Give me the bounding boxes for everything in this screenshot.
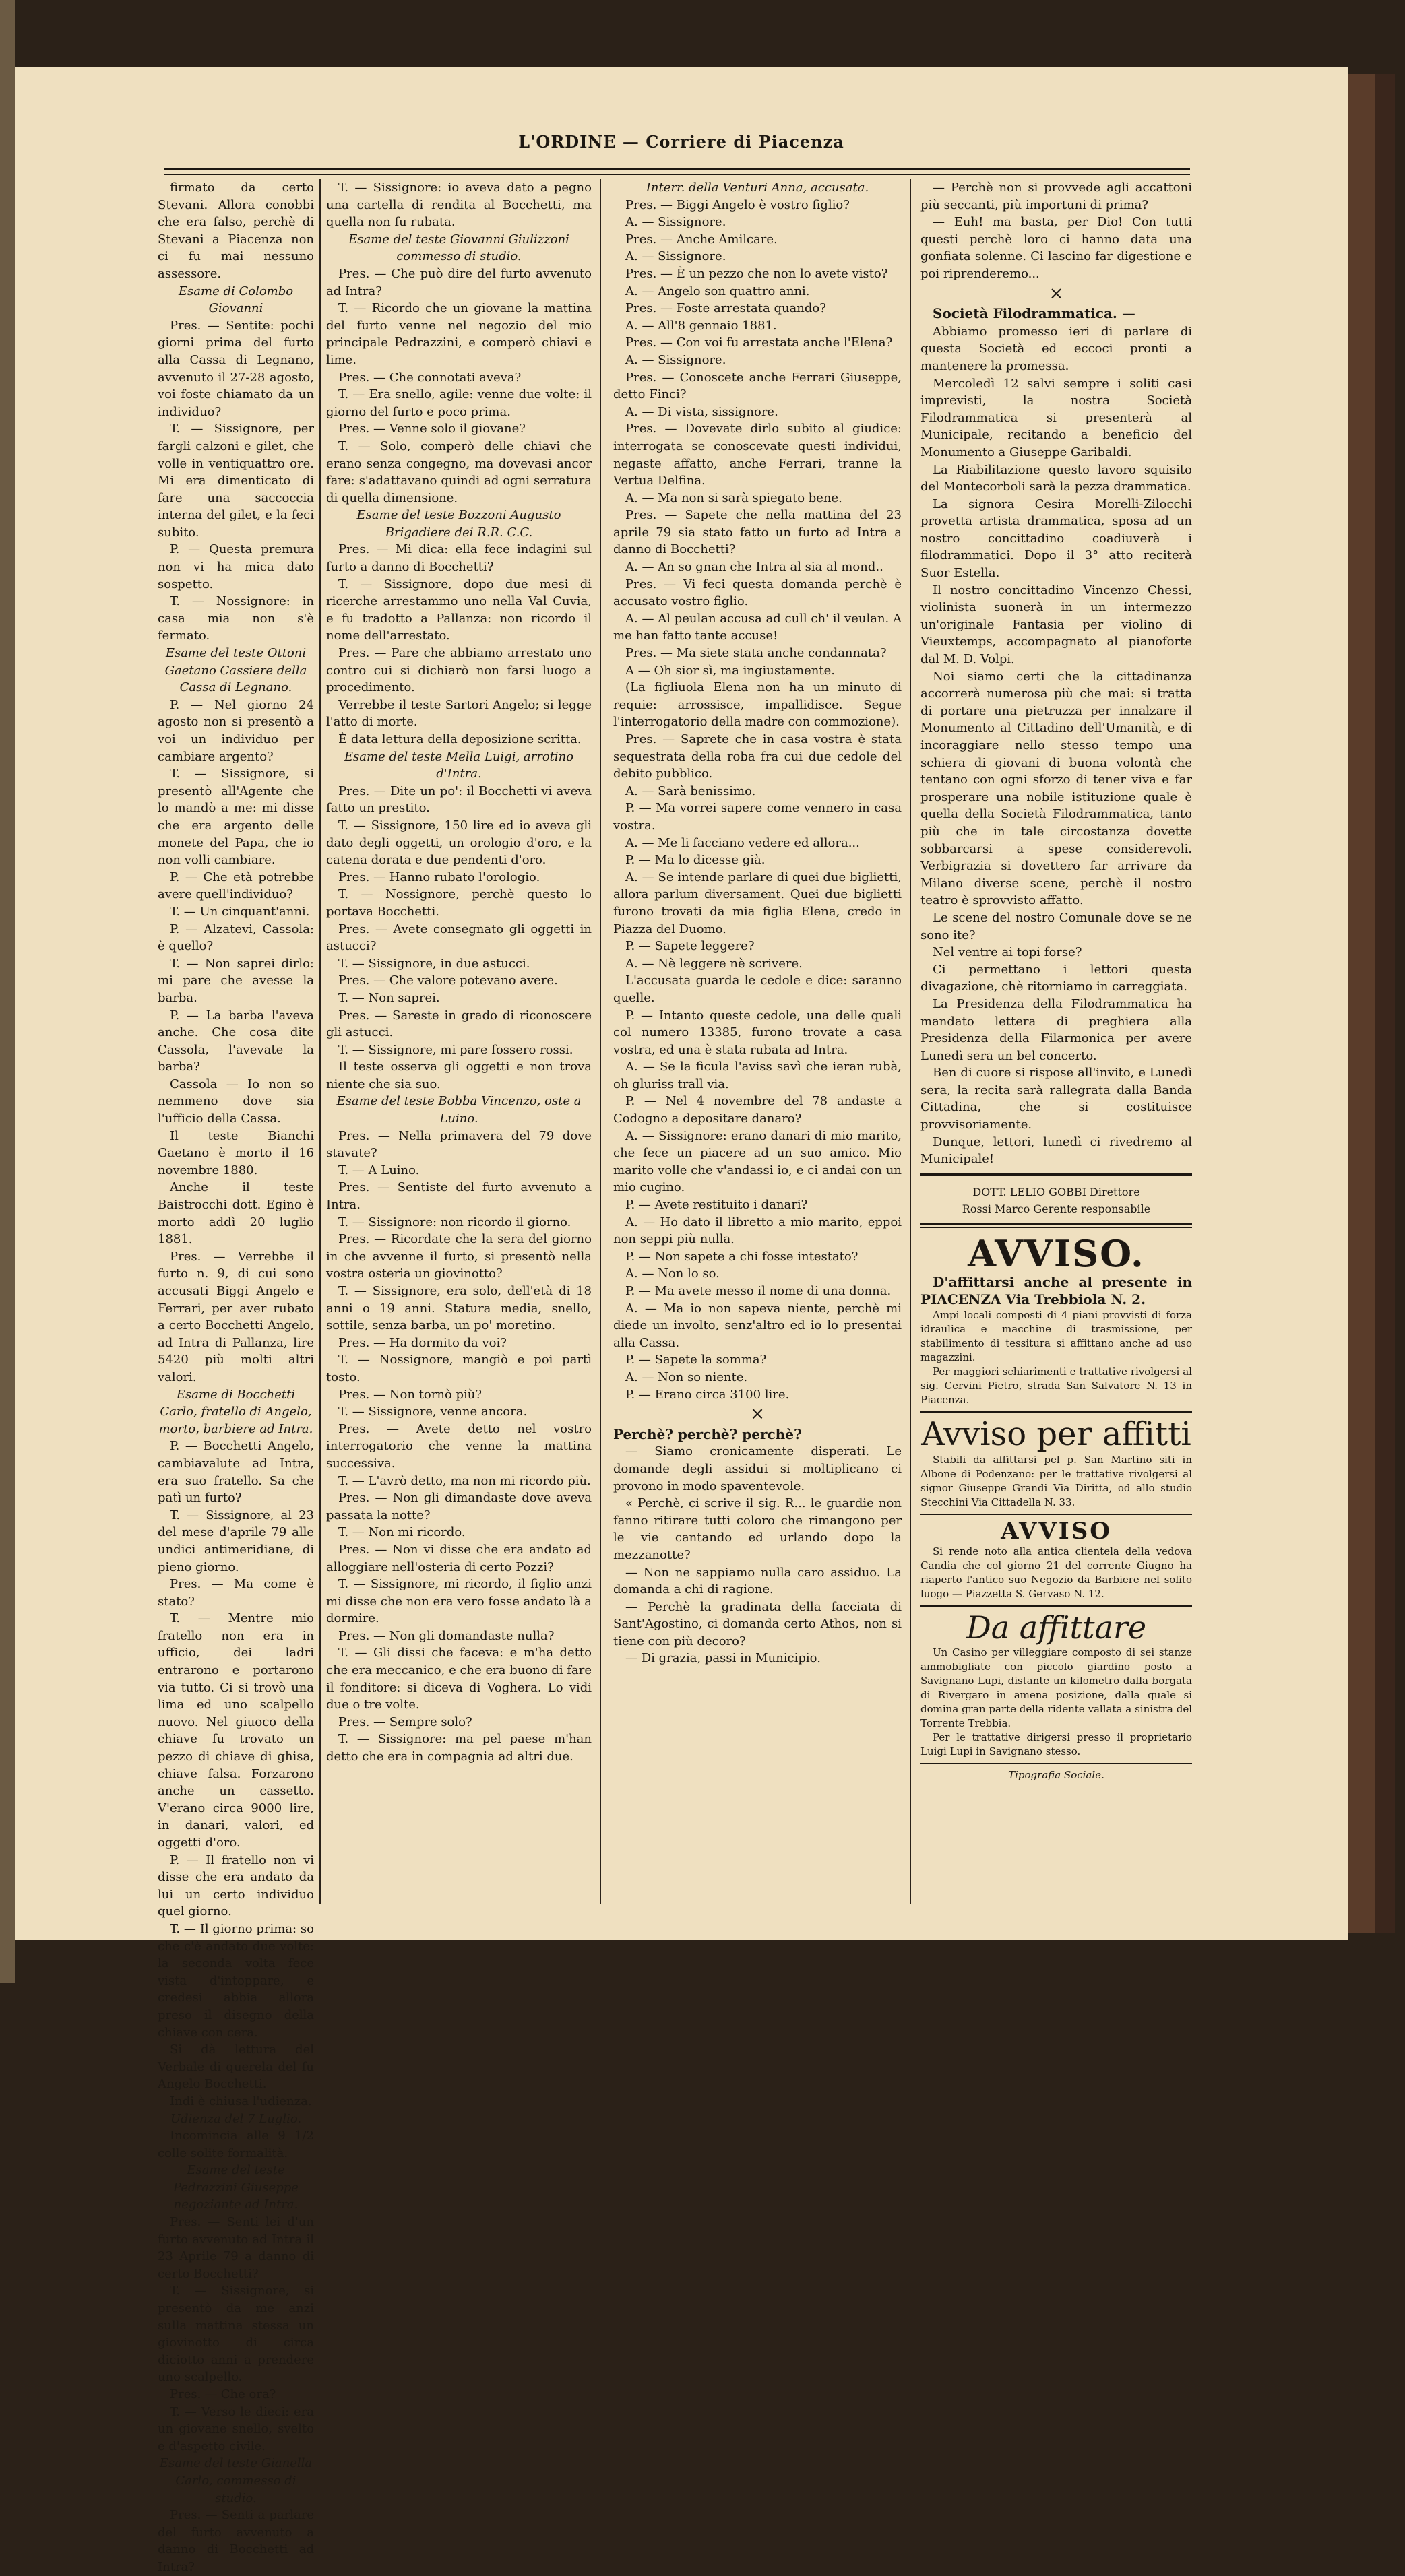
- column-divider: [319, 179, 321, 1904]
- paragraph: Mercoledì 12 salvi sempre i soliti casi imprevisti, la nostra Società Filodrammatica si presenterà al Municipale, recitando a beneficio del Monumento a Giuseppe Garibaldi.: [920, 376, 1192, 459]
- paragraph: P. — Alzatevi, Cassola: è quello?: [158, 922, 314, 954]
- paragraph: T. — Sissignore: ma pel paese m'han detto che era in compagnia ad altri due.: [326, 1732, 592, 1764]
- paragraph: Pres. — Non vi disse che era andato ad alloggiare nell'osteria di certo Pozzi?: [326, 1542, 592, 1574]
- paragraph: Pres. — Sentite: pochi giorni prima del furto alla Cassa di Legnano, avvenuto il 27-28 agosto, voi foste chiamato da un individuo?: [158, 318, 314, 419]
- paragraph: — Siamo cronicamente disperati. Le domande degli assidui si moltiplicano ci provono in modo spaventevole.: [613, 1444, 902, 1493]
- paragraph: È data lettura della deposizione scritta.: [338, 732, 582, 746]
- ad3-body: Si rende noto alla antica clientela della vedova Candia che col giorno 21 del corrente Giugno ha riaperto l'antico suo Negozio da Barbiere nel solito luogo — Piazzetta S. Gervaso N. 12.: [920, 1545, 1192, 1601]
- paragraph: P. — Questa premura non vi ha mica dato sospetto.: [158, 542, 314, 591]
- paragraph: L'accusata guarda le cedole e dice: saranno quelle.: [613, 973, 902, 1005]
- paragraph: Esame del teste Pedrazzini Giuseppe negoziante ad Intra.: [173, 2163, 299, 2212]
- paragraph: A. — Di vista, sissignore.: [625, 404, 778, 419]
- paragraph: T. — Non saprei dirlo: mi pare che avesse la barba.: [158, 956, 314, 1005]
- paragraph: Pres. — Venne solo il giovane?: [338, 422, 526, 437]
- paragraph: Pres. — Sareste in grado di riconoscere gli astucci.: [326, 1008, 592, 1040]
- perche-continued: [920, 179, 1192, 283]
- paragraph: A. — Ho dato il libretto a mio marito, eppoi non seppi più nulla.: [613, 1215, 902, 1247]
- paragraph: P. — Intanto queste cedole, una delle quali col numero 13385, furono trovate a casa vostra, ed una è stata rubata ad Intra.: [613, 1008, 902, 1057]
- paragraph: — Perchè la gradinata della facciata di Sant'Agostino, ci domanda certo Athos, non si tiene con più decoro?: [613, 1599, 902, 1648]
- paragraph: P. — Il fratello non vi disse che era andato da lui un certo individuo quel giorno.: [158, 1853, 314, 1919]
- ad1-contact: Per maggiori schiarimenti e trattative rivolgersi al sig. Cervini Pietro, strada San Salvatore N. 13 in Piacenza.: [920, 1365, 1192, 1407]
- paragraph: A. — All'8 gennaio 1881.: [625, 318, 777, 333]
- paragraph: P. — Avete restituito i danari?: [625, 1198, 808, 1213]
- paragraph: Esame di Bocchetti Carlo, fratello di Angelo, morto, barbiere ad Intra.: [158, 1387, 313, 1436]
- paragraph: Pres. — Avete consegnato gli oggetti in astucci?: [326, 922, 592, 954]
- paragraph: T. — Un cinquant'anni.: [170, 904, 310, 919]
- paragraph: A. — An so gnan che Intra al sia al mond..: [625, 560, 883, 575]
- paragraph: P. — Ma lo dicesse già.: [625, 853, 766, 868]
- paragraph: Pres. — Vi feci questa domanda perchè è accusato vostro figlio.: [613, 577, 902, 609]
- paragraph: Ci permettano i lettori questa divagazione, chè ritorniamo in carreggiata.: [920, 962, 1192, 994]
- paragraph: Nel ventre ai topi forse?: [933, 945, 1082, 960]
- paragraph: A. — Sarà benissimo.: [625, 783, 756, 798]
- paragraph: Pres. — Senti a parlare del furto avvenuto a danno di Bocchetti ad Intra?: [158, 2508, 314, 2574]
- paragraph: Esame del teste Bobba Vincenzo, oste a Luino.: [336, 1094, 582, 1126]
- paragraph: Il teste osserva gli oggetti e non trova niente che sia suo.: [326, 1060, 592, 1091]
- paragraph: Dunque, lettori, lunedì ci rivedremo al Municipale!: [920, 1134, 1192, 1167]
- paragraph: A. — Se intende parlare di quei due biglietti, allora parlum diversament. Quei due biglietti furono trovati da mia figlia Elena, credo in Piazza del Duomo.: [613, 870, 902, 936]
- paragraph: Esame del teste Gianella Carlo, commesso di studio.: [159, 2456, 313, 2505]
- paragraph: A. — Ma io non sapeva niente, perchè mi diede un involto, senz'altro ed io lo presentai alla Cassa.: [613, 1301, 902, 1350]
- paragraph: A. — Sissignore: erano danari di mio marito, che fece un piacere ad un suo amico. Mio marito volle che v'andassi io, e ci andai con un mio cugino.: [613, 1128, 902, 1195]
- paragraph: Pres. — Ha dormito da voi?: [338, 1335, 507, 1350]
- paragraph: Le scene del nostro Comunale dove se ne sono ite?: [920, 910, 1192, 942]
- paragraph: A. — Angelo son quattro anni.: [625, 284, 810, 298]
- paragraph: Pres. — Non gli dimandaste dove aveva passata la notte?: [326, 1491, 592, 1522]
- page-header-title: L'ORDINE — Corriere di Piacenza: [518, 132, 844, 152]
- paragraph: P. — Non sapete a chi fosse intestato?: [625, 1249, 858, 1264]
- paragraph: Pres. — Dite un po': il Bocchetti vi aveva fatto un prestito.: [326, 783, 592, 816]
- paragraph: Pres. — Biggi Angelo è vostro figlio?: [625, 197, 850, 212]
- section-separator-cross: ×: [750, 1404, 765, 1425]
- paragraph: Indi è chiusa l'udienza.: [170, 2094, 312, 2108]
- paragraph: T. — Il giorno prima: so che c'è andato due volte: la seconda volta fece vista d'intoppare, e credesi abbia allora preso il disegno della chiave con cera.: [158, 1921, 314, 2040]
- column-divider: [910, 179, 911, 1904]
- paragraph: Pres. — Non gli domandaste nulla?: [338, 1628, 555, 1643]
- paragraph: Anche il teste Baistrocchi dott. Egino è morto addì 20 luglio 1881.: [158, 1180, 314, 1247]
- column-4: [920, 179, 1192, 1910]
- paragraph: T. — Sissignore, mi pare fossero rossi.: [338, 1042, 573, 1057]
- director-signature: DOTT. LELIO GOBBI Direttore: [972, 1185, 1140, 1198]
- perche-title: Perchè? perchè? perchè?: [613, 1425, 802, 1442]
- paragraph: T. — Solo, comperò delle chiavi che erano senza congegno, ma dovevasi ancor fare: s'adattavano quindi ad ogni serratura di quella dimensione.: [326, 439, 592, 505]
- paragraph: T. — Sissignore, si presentò da me anzi sulla mattina stessa un giovinotto di circa diciotto anni a prendere uno scalpello.: [158, 2284, 314, 2385]
- paragraph: Abbiamo promesso ieri di parlare di questa Società ed eccoci pronti a mantenere la promessa.: [920, 324, 1192, 373]
- paragraph: Pres. — Mi dica: ella fece indagini sul furto a danno di Bocchetti?: [326, 542, 592, 575]
- paragraph: P. — La barba l'aveva anche. Che cosa dite Cassola, l'avevate la barba?: [158, 1008, 314, 1074]
- paragraph: P. — Sapete leggere?: [625, 939, 755, 954]
- ad3-title: AVVISO: [1001, 1518, 1112, 1545]
- paragraph: Esame del teste Giovanni Giulizzoni commesso di studio.: [348, 232, 569, 264]
- paragraph: Esame del teste Ottoni Gaetano Cassiere della Cassa di Legnano.: [164, 646, 307, 695]
- paragraph: Pres. — Dovevate dirlo subito al giudice: interrogata se conoscevate questi individui, negaste affatto, anche Ferrari, tranne la Vertua Delfina.: [613, 422, 902, 488]
- filodrammatica-article: [920, 323, 1192, 1168]
- ad-divider: [920, 1514, 1192, 1515]
- paragraph: Noi siamo certi che la cittadinanza accorrerà numerosa più che mai: si tratta di portare una pietruzza per innalzare il Monumento al Cittadino dell'Umanità, e di incoraggiare nello stesso tempo una schiera di giovani di buona volontà che tentano con ogni sforzo di tener viva e far prosperare una nobile istituzione quale è quella della Società Filodrammatica, tanto più che in tale circostanza dovette sobbarcarsi a spese considerevoli. Verbigrazia si dovettero far arrivare da Milano diverse scene, perchè il nostro teatro è sprovvisto affatto.: [920, 669, 1192, 908]
- paragraph: T. — Ricordo che un giovane la mattina del furto venne nel negozio del mio principale Pedrazzini, e comperò chiavi e lime.: [326, 301, 592, 367]
- paragraph: Il teste Bianchi Gaetano è morto il 16 novembre 1880.: [158, 1128, 314, 1178]
- ad4-contact: Per le trattative dirigersi presso il proprietario Luigi Lupi in Savignano stesso.: [920, 1731, 1192, 1758]
- facing-page-edge: [0, 0, 15, 1983]
- paragraph: A. — Ma non si sarà spiegato bene.: [625, 490, 842, 505]
- paragraph: Pres. — Ma siete stata anche condannata?: [625, 646, 887, 661]
- paragraph: Cassola — Io non so nemmeno dove sia l'ufficio della Cassa.: [158, 1076, 314, 1126]
- paragraph: T. — Sissignore, al 23 del mese d'aprile 79 alle undici antimeridiane, di pieno giorno.: [158, 1508, 314, 1574]
- paragraph: (La figliuola Elena non ha un minuto di requie: arrossisce, impallidisce. Segue l'interrogatorio della madre con commozione).: [613, 680, 902, 730]
- footer-rule: [920, 1763, 1192, 1764]
- paragraph: Pres. — Conoscete anche Ferrari Giuseppe, detto Finci?: [613, 370, 902, 402]
- paragraph: Pres. — Che può dire del furto avvenuto ad Intra?: [326, 266, 592, 298]
- paragraph: Verrebbe il teste Sartori Angelo; si legge l'atto di morte.: [326, 697, 592, 730]
- paragraph: Pres. — Hanno rubato l'orologio.: [338, 870, 540, 884]
- paragraph: Pres. — È un pezzo che non lo avete visto?: [625, 266, 888, 281]
- paragraph: T. — Nossignore: in casa mia non s'è fermato.: [158, 594, 314, 643]
- paragraph: A. — Non so niente.: [625, 1370, 748, 1384]
- paragraph: T. — L'avrò detto, ma non mi ricordo più.: [338, 1473, 591, 1488]
- paragraph: La signora Cesira Morelli-Zilocchi provetta artista drammatica, sposa ad un nostro concittadino coadiuverà i filodrammatici. Dopo il 3° atto reciterà Suor Estella.: [920, 496, 1192, 581]
- signature-rule: [920, 1173, 1192, 1178]
- paragraph: T. — Sissignore, per fargli calzoni e gilet, che volle in ventiquattro ore. Mi era dimenticato di fare una saccoccia interna del gilet, e la feci subito.: [158, 422, 314, 540]
- paragraph: T. — Era snello, agile: venne due volte: il giorno del furto e poco prima.: [326, 387, 592, 419]
- paragraph: T. — Sissignore, dopo due mesi di ricerche arrestammo uno nella Val Cuvia, e fu tradotto a Pallanza: non ricordo il nome dell'arrestato.: [326, 577, 592, 643]
- paragraph: T. — Non saprei.: [338, 990, 440, 1005]
- filodrammatica-title: Società Filodrammatica. —: [933, 305, 1135, 322]
- paragraph: T. — Sissignore, si presentò all'Agente che lo mandò a me: mi disse che era argento delle monete del Papa, che io non volli cambiare.: [158, 767, 314, 868]
- column-3: [613, 179, 902, 1910]
- paragraph: P. — Erano circa 3100 lire.: [625, 1387, 790, 1402]
- paragraph: Il nostro concittadino Vincenzo Chessi, violinista suonerà in un intermezzo un'originale Fantasia per violino di Vieuxtemps, accompagnato al pianoforte dal M. D. Volpi.: [920, 583, 1192, 667]
- paragraph: Pres. — Foste arrestata quando?: [625, 301, 826, 316]
- paragraph: T. — Verso le dieci: era un giovane snello, svelto e d'aspetto civile.: [158, 2404, 314, 2453]
- paragraph: Pres. — Anche Amilcare.: [625, 232, 778, 247]
- ad4-title: Da affittare: [966, 1609, 1147, 1646]
- ads-rule: [920, 1223, 1192, 1228]
- paragraph: « Perchè, ci scrive il sig. R... le guardie non fanno ritirare tutti coloro che rimangono per le vie cantando ed urlando dopo la mezzanotte?: [613, 1496, 902, 1562]
- paragraph: Pres. — Che valore potevano avere.: [338, 973, 558, 988]
- paragraph: A. — Al peulan accusa ad cull ch' il veulan. A me han fatto tante accuse!: [613, 611, 902, 643]
- paragraph: — Non ne sappiamo nulla caro assiduo. La domanda a chi di ragione.: [613, 1565, 902, 1597]
- paragraph: A — Oh sior sì, ma ingiustamente.: [625, 663, 835, 678]
- ad1-title: AVVISO.: [968, 1232, 1145, 1276]
- paragraph: Pres. — Sapete che nella mattina del 23 aprile 79 sia stato fatto un furto ad Intra a danno di Bocchetti?: [613, 508, 902, 557]
- paragraph: T. — Sissignore: io aveva dato a pegno una cartella di rendita al Bocchetti, ma quella non fu rubata.: [326, 181, 592, 230]
- trial-venturi-section: [613, 179, 902, 1403]
- paragraph: A. — Sissignore.: [625, 215, 726, 230]
- printer-footer: Tipografia Sociale.: [1008, 1769, 1104, 1782]
- paragraph: Pres. — Senti lei d'un furto avvenuto ad Intra il 23 Aprile 79 a danno di certo Bocchetti?: [158, 2215, 314, 2281]
- book-binding-dark: [1375, 74, 1395, 1933]
- paragraph: T. — Nossignore, perchè questo lo portava Bocchetti.: [326, 887, 592, 919]
- paragraph: T. — Sissignore, 150 lire ed io aveva gli dato degli oggetti, un orologio d'oro, e la catena dorata e due pendenti d'oro.: [326, 818, 592, 868]
- perche-section: [613, 1443, 902, 1667]
- paragraph: Pres. — Sentiste del furto avvenuto a Intra.: [326, 1180, 592, 1213]
- paragraph: Incomincia alle 9 1/2 colle solite formalità.: [158, 2129, 314, 2160]
- paragraph: A. — Nè leggere nè scrivere.: [625, 956, 803, 971]
- newspaper-page: [15, 67, 1348, 2574]
- paragraph: Si dà lettura del Verbale di querela del fu Angelo Bocchetti.: [158, 2042, 314, 2092]
- paragraph: A. — Sissignore.: [625, 249, 726, 264]
- paragraph: Pres. — Ricordate che la sera del giorno in che avvenne il furto, si presentò nella vostra osteria un giovinotto?: [326, 1232, 592, 1281]
- paragraph: T. — Nossignore, mangiò e poi partì tosto.: [326, 1353, 592, 1384]
- paragraph: — Euh! ma basta, per Dio! Con tutti questi perchè loro ci hanno data una gonfiata solenne. Ci lascino far digestione e poi riprenderemo...: [920, 215, 1192, 281]
- paragraph: T. — Non mi ricordo.: [338, 1525, 466, 1540]
- paragraph: T. — Sissignore, in due astucci.: [338, 956, 530, 971]
- paragraph: T. — Gli dissi che faceva: e m'ha detto che era meccanico, e che era buono di fare il fonditore: si diceva di Voghera. Lo vidi due o tre volte.: [326, 1646, 592, 1712]
- paragraph: Pres. — Ma come è stato?: [158, 1577, 314, 1609]
- paragraph: La Riabilitazione questo lavoro squisito del Montecorboli sarà la pezza drammatica.: [920, 462, 1192, 494]
- paragraph: P. — Nel 4 novembre del 78 andaste a Codogno a depositare danaro?: [613, 1094, 902, 1126]
- paragraph: Esame del teste Bozzoni Augusto Brigadiere dei R.R. C.C.: [356, 508, 561, 540]
- column-2: [326, 179, 592, 1910]
- paragraph: Esame del teste Mella Luigi, arrotino d'Intra.: [344, 749, 574, 781]
- manager-signature: Rossi Marco Gerente responsabile: [962, 1202, 1151, 1216]
- ad1-heading: D'affittarsi anche al presente in PIACENZA Via Trebbiola N. 2.: [920, 1274, 1192, 1308]
- paragraph: Esame di Colombo Giovanni: [178, 284, 294, 316]
- paragraph: A. — Sissignore.: [625, 352, 726, 367]
- ad1-body: Ampi locali composti di 4 piani provvisti di forza idraulica e macchine di trasmissione, per stabilimento di tessitura si affittano anche ad uso magazzini.: [920, 1309, 1192, 1364]
- paragraph: P. — Ma avete messo il nome di una donna.: [625, 1284, 892, 1298]
- paragraph: A. — Non lo so.: [625, 1266, 720, 1281]
- paragraph: Pres. — Nella primavera del 79 dove stavate?: [326, 1128, 592, 1161]
- paragraph: P. — Sapete la somma?: [625, 1353, 767, 1367]
- ad-divider: [920, 1605, 1192, 1607]
- paragraph: T. — Sissignore, era solo, dell'età di 18 anni o 19 anni. Statura media, snello, sottile, senza barba, un po' moretino.: [326, 1284, 592, 1333]
- header-rule: [164, 168, 1190, 175]
- paragraph: La Presidenza della Filodrammatica ha mandato lettera di preghiera alla Presidenza della Filarmonica per avere Lunedì sera un bel concerto.: [920, 996, 1192, 1063]
- paragraph: firmato da certo Stevani. Allora conobbi che era falso, perchè di Stevani a Piacenza non ci fu mai nessuno assessore.: [158, 181, 314, 281]
- paragraph: Pres. — Con voi fu arrestata anche l'Elena?: [625, 335, 893, 350]
- paragraph: T. — Sissignore, mi ricordo, il figlio anzi mi disse che non era vero fosse andato là a dormire.: [326, 1577, 592, 1626]
- paragraph: Pres. — Che ora?: [170, 2387, 276, 2402]
- paragraph: Pres. — Sempre solo?: [338, 1714, 472, 1729]
- paragraph: Pres. — Saprete che in casa vostra è stata sequestrata della roba fra cui due cedole del debito pubblico.: [613, 732, 902, 781]
- column-divider: [600, 179, 601, 1904]
- paragraph: T. — Sissignore, venne ancora.: [338, 1405, 528, 1419]
- paragraph: T. — Sissignore: non ricordo il giorno.: [338, 1215, 571, 1229]
- paragraph: Pres. — Pare che abbiamo arrestato uno contro cui si dichiarò non farsi luogo a procedimento.: [326, 646, 592, 695]
- section-separator-cross: ×: [1049, 283, 1064, 304]
- paragraph: T. — A Luino.: [338, 1163, 420, 1178]
- paragraph: P. — Bocchetti Angelo, cambiavalute ad Intra, era suo fratello. Sa che patì un furto?: [158, 1439, 314, 1506]
- paragraph: — Di grazia, passi in Municipio.: [625, 1651, 821, 1666]
- paragraph: Pres. — Non tornò più?: [338, 1387, 482, 1402]
- ad-divider: [920, 1411, 1192, 1413]
- paragraph: Pres. — Avete detto nel vostro interrogatorio che venne la mattina successiva.: [326, 1421, 592, 1471]
- paragraph: P. — Ma vorrei sapere come vennero in casa vostra.: [613, 801, 902, 833]
- paragraph: T. — Mentre mio fratello non era in ufficio, dei ladri entrarono e portarono via tutto. Ci si trovò una lima ed uno scalpello nuovo. Nel giuoco della chiave fu trovato un pezzo di chiave di ghisa, chiave falsa. Forzarono anche un cassetto. V'erano circa 9000 lire, in danari, valori, ed oggetti d'oro.: [158, 1611, 314, 1850]
- paragraph: P. — Che età potrebbe avere quell'individuo?: [158, 870, 314, 902]
- paragraph: Pres. — Verrebbe il furto n. 9, di cui sono accusati Biggi Angelo e Ferrari, per aver rubato a certo Bocchetti Angelo, ad Intra di Pallanza, lire 5420 più molti altri valori.: [158, 1249, 314, 1384]
- paragraph: Udienza del 7 Luglio.: [170, 2111, 302, 2126]
- ad2-title: Avviso per affitti: [921, 1415, 1191, 1454]
- paragraph: Interr. della Venturi Anna, accusata.: [646, 181, 869, 195]
- ad2-body: Stabili da affittarsi pel p. San Martino siti in Albone di Podenzano: per le trattative rivolgersi al signor Giuseppe Grandi Via Diritta, od allo studio Stecchini Via Cittadella N. 33.: [920, 1454, 1192, 1509]
- column-1: [158, 179, 314, 2574]
- paragraph: — Perchè non si provvede agli accattoni più seccanti, più importuni di prima?: [920, 181, 1192, 212]
- paragraph: Ben di cuore si rispose all'invito, e Lunedì sera, la recita sarà rallegrata dalla Banda Cittadina, che si costituisce provvisoriamente.: [920, 1066, 1192, 1132]
- paragraph: P. — Nel giorno 24 agosto non si presentò a voi un individuo per cambiare argento?: [158, 697, 314, 764]
- paragraph: Pres. — Che connotati aveva?: [338, 370, 522, 385]
- paragraph: A. — Se la ficula l'aviss savì che ieran rubà, oh gluriss trall via.: [613, 1060, 902, 1091]
- paragraph: A. — Me li facciano vedere ed allora...: [625, 835, 860, 850]
- ad4-body: Un Casino per villeggiare composto di sei stanze ammobigliate con piccolo giardino posto a Savignano Lupi, distante un kilometro dalla borgata di Rivergaro in amena posizione, dalla quale si domina gran parte della ridente vallata a sinistra del Torrente Trebbia.: [920, 1646, 1192, 1730]
